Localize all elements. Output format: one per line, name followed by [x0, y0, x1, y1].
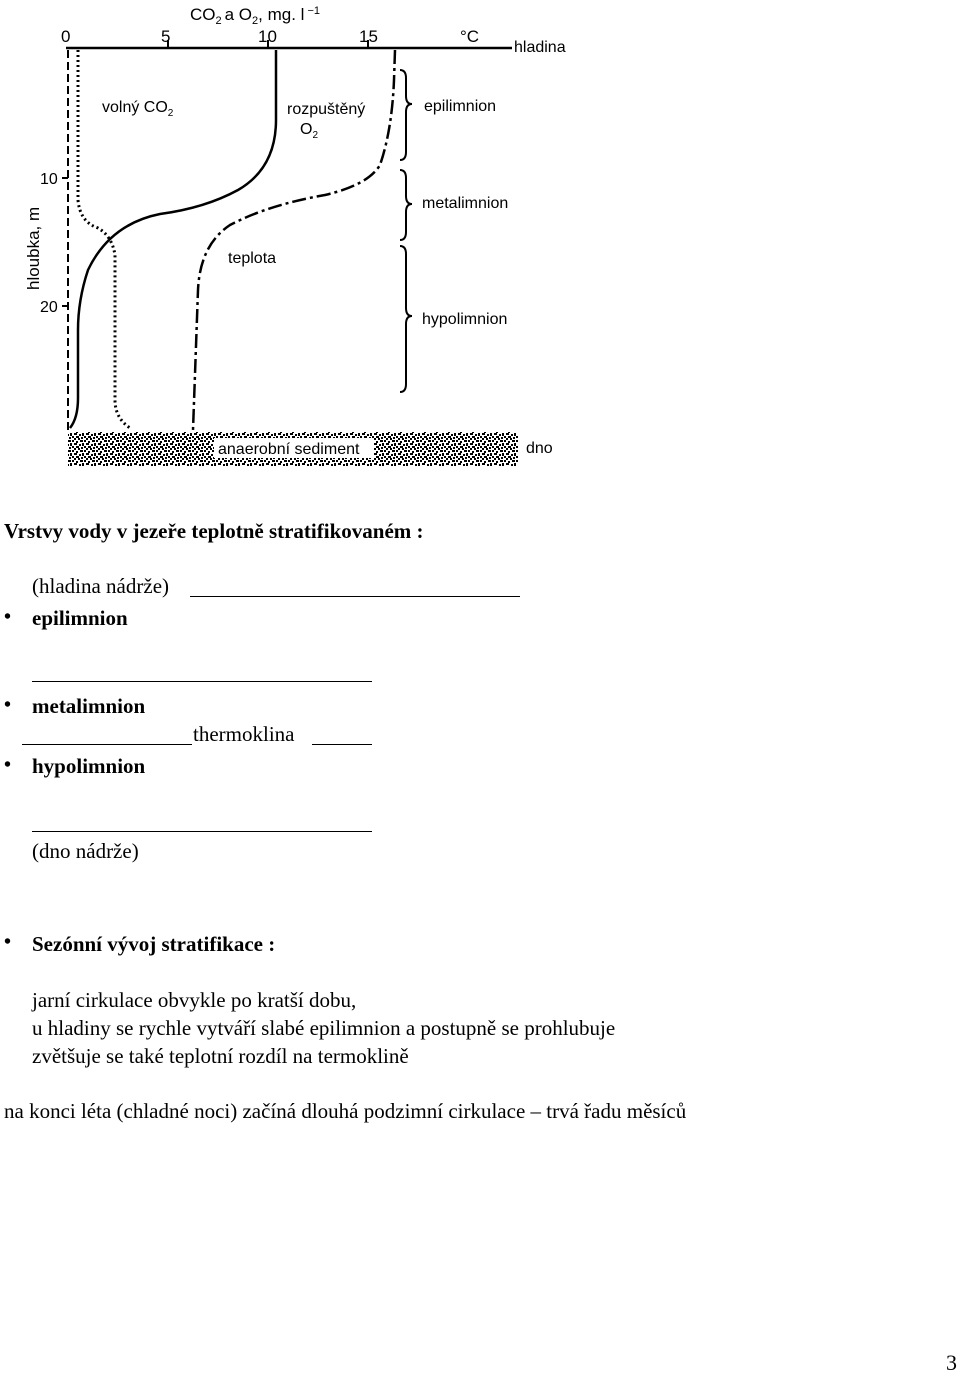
hypolimnion-brace: [400, 246, 412, 392]
y-tick-10: 10: [40, 171, 58, 188]
temperature-label: teplota: [228, 250, 277, 267]
x-tick-5: 5: [161, 27, 171, 46]
surface-rule: [190, 596, 520, 597]
sediment-label: anaerobní sediment: [218, 441, 360, 458]
paragraph-line-3: zvětšuje se také teplotní rozdíl na termoklině: [32, 1044, 409, 1068]
bullet-icon: •: [4, 694, 12, 716]
y-tick-20: 20: [40, 299, 58, 316]
thermocline-rule-left: [22, 744, 192, 745]
page-number: 3: [946, 1350, 957, 1375]
bullet-icon: •: [4, 606, 12, 628]
epilimnion-item: epilimnion: [32, 606, 128, 630]
o2-label: rozpuštěný: [287, 101, 366, 118]
thermocline-text: thermoklina: [193, 722, 295, 746]
metalimnion-label: metalimnion: [422, 195, 509, 212]
top-axis-label: $CO_2$ a $O_2$, mg. l $^{-1}$: [190, 5, 320, 27]
hypolimnion-label: hypolimnion: [422, 311, 508, 328]
x-tick-10: 10: [258, 27, 277, 46]
paragraph-line-2: u hladiny se rychle vytváří slabé epilimnion a postupně se prohlubuje: [32, 1016, 616, 1040]
surface-text: (hladina nádrže): [32, 574, 170, 598]
thermocline-rule-right: [312, 744, 372, 745]
lake-stratification-diagram: [0, 0, 960, 480]
paragraph-line-1: jarní cirkulace obvykle po kratší dobu,: [32, 988, 357, 1012]
bullet-icon: •: [4, 754, 12, 776]
bullet-icon: •: [4, 931, 12, 953]
bottom-text: (dno nádrže): [32, 839, 139, 863]
o2-curve: [70, 50, 276, 428]
hypolimnion-item: hypolimnion: [32, 754, 146, 778]
layer-rule-1: [32, 681, 372, 682]
x-tick-15: 15: [359, 27, 378, 46]
paragraph-line-4: na konci léta (chladné noci) začíná dlouhá podzimní cirkulace – trvá řadu měsíců: [4, 1099, 687, 1123]
seasonal-heading: Sezónní vývoj stratifikace :: [32, 932, 276, 956]
metalimnion-item: metalimnion: [32, 694, 146, 718]
bottom-label: dno: [526, 440, 553, 457]
epilimnion-brace: [400, 70, 412, 160]
o2-label-2: $O_2$: [300, 121, 319, 141]
layer-rule-2: [32, 831, 372, 832]
co2-label: volný $CO_2$: [102, 99, 174, 119]
x-tick-unit: °C: [460, 27, 480, 46]
epilimnion-label: epilimnion: [424, 98, 497, 115]
surface-label: hladina: [514, 39, 566, 56]
metalimnion-brace: [400, 170, 412, 240]
x-tick-0: 0: [61, 27, 71, 46]
y-axis-label: hloubka, m: [24, 206, 43, 290]
section-heading: Vrstvy vody v jezeře teplotně stratifikovaném :: [4, 519, 424, 543]
